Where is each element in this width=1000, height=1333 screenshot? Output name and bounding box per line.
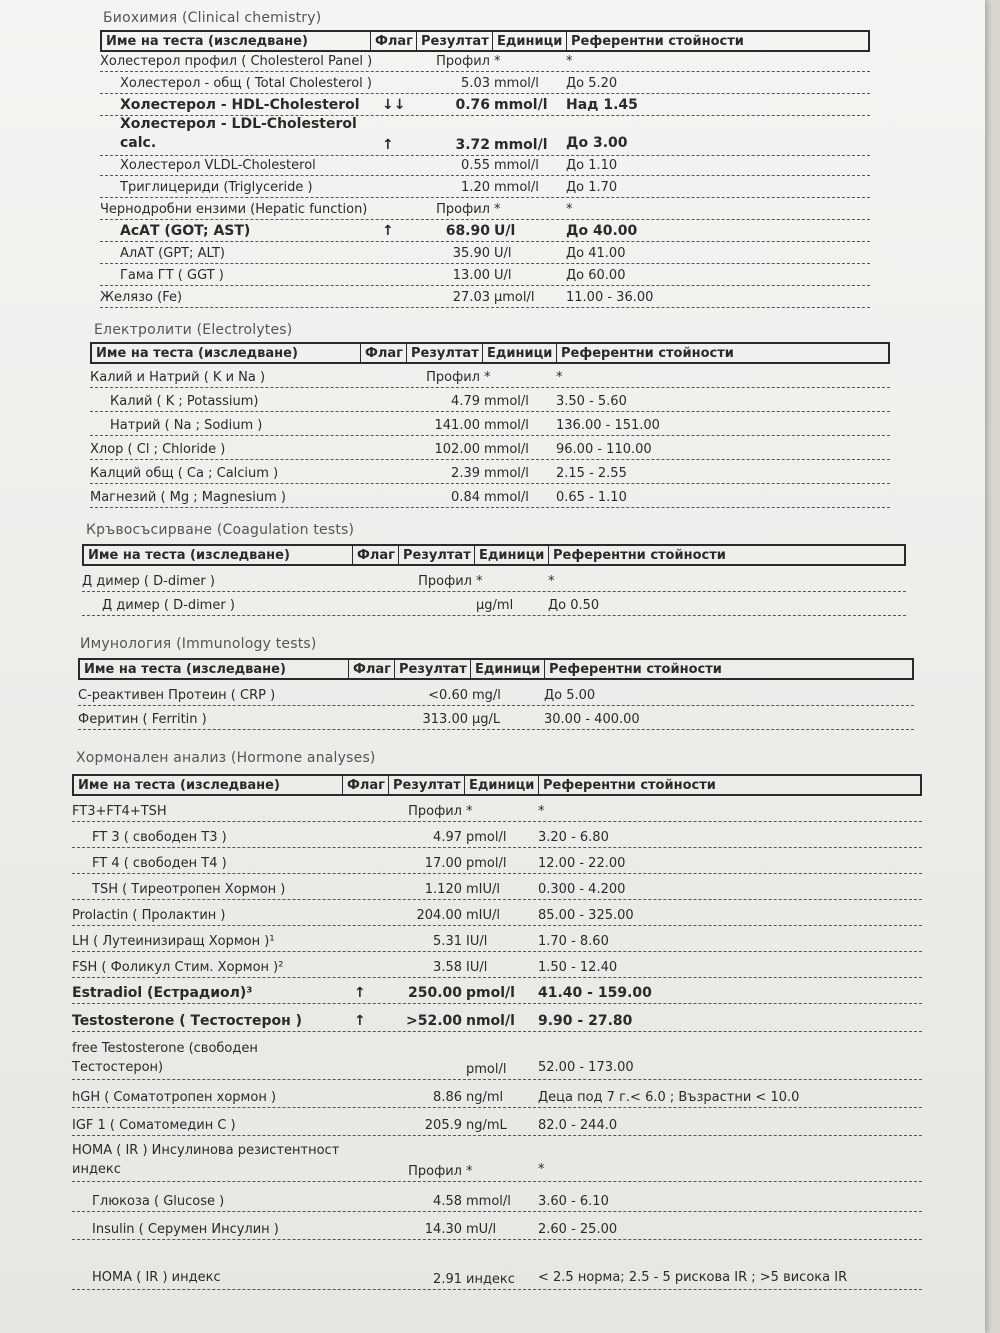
result-value: 4.97 (433, 830, 462, 845)
header-flag: Флаг (370, 32, 416, 50)
reference-range: 1.50 - 12.40 (538, 960, 618, 975)
reference-range: До 0.50 (548, 598, 600, 613)
result-units: mIU/l (466, 908, 501, 923)
header-reference: Референтни стойности (544, 660, 726, 678)
reference-range: 96.00 - 110.00 (556, 442, 652, 457)
table-row (100, 286, 870, 308)
table-row (72, 1114, 922, 1136)
table-row (82, 570, 906, 592)
result-units: mmol/l (494, 180, 539, 195)
reference-range: Над 1.45 (566, 97, 638, 113)
result-value: 3.72 (455, 137, 490, 153)
result-units: mmol/l (484, 418, 529, 433)
header-reference: Референтни стойности (556, 344, 738, 362)
table-row (72, 1040, 922, 1080)
reference-range: * (538, 804, 545, 819)
test-name: Желязо (Fe) (100, 290, 183, 305)
test-name: FT3+FT4+TSH (72, 804, 167, 819)
table-row (82, 594, 906, 616)
result-units: IU/l (466, 934, 488, 949)
test-name: Холестерол - общ ( Total Cholesterol ) (120, 76, 372, 91)
table-row (72, 826, 922, 848)
table-row (90, 438, 890, 460)
result-value: 8.86 (433, 1090, 462, 1105)
result-value: 313.00 (422, 712, 468, 727)
test-name: FSH ( Фоликул Стим. Хормон )² (72, 960, 284, 975)
reference-range: До 5.20 (566, 76, 618, 91)
table-header-biochemistry (100, 30, 870, 52)
result-value: Профил (436, 202, 490, 217)
table-row (100, 176, 870, 198)
result-value: 205.9 (424, 1118, 462, 1133)
reference-range: 2.60 - 25.00 (538, 1222, 618, 1237)
reference-range: 3.50 - 5.60 (556, 394, 627, 409)
result-value: 35.90 (452, 246, 490, 261)
result-value: 0.84 (451, 490, 480, 505)
header-units: Единици (464, 776, 538, 794)
result-value: 5.03 (461, 76, 490, 91)
result-units: pmol/l (466, 985, 515, 1001)
table-row (90, 390, 890, 412)
reference-range: * (566, 54, 573, 69)
test-name: Холестерол VLDL-Cholesterol (120, 158, 316, 173)
test-name: Калий ( K ; Potassium) (110, 394, 259, 409)
test-name: Estradiol (Естрадиол)³ (72, 985, 253, 1001)
result-value: 1.120 (424, 882, 462, 897)
table-row (72, 1190, 922, 1212)
reference-range: 2.15 - 2.55 (556, 466, 627, 481)
reference-range: 41.40 - 159.00 (538, 985, 652, 1001)
result-value: 14.30 (424, 1222, 462, 1237)
reference-range: Деца под 7 г.< 6.0 ; Възрастни < 10.0 (538, 1090, 800, 1105)
header-units: Единици (470, 660, 544, 678)
result-units: mmol/l (466, 1194, 511, 1209)
test-name: HOMA ( IR ) индекс (92, 1270, 221, 1285)
result-value: 2.91 (433, 1272, 462, 1287)
test-name: Глюкоза ( Glucose ) (92, 1194, 225, 1209)
result-units: mIU/l (466, 882, 501, 897)
table-row (72, 1142, 922, 1182)
result-units: µg/L (472, 712, 501, 727)
reference-range: 1.70 - 8.60 (538, 934, 609, 949)
test-name: TSH ( Тиреотропен Хормон ) (92, 882, 286, 897)
table-row (90, 366, 890, 388)
result-value: 5.31 (433, 934, 462, 949)
test-name: Чернодробни ензими (Hepatic function) (100, 202, 368, 217)
result-value: Профил (418, 574, 472, 589)
result-value: 2.39 (451, 466, 480, 481)
result-units: * (494, 202, 501, 217)
reference-range: До 41.00 (566, 246, 626, 261)
test-name: Холестерол - LDL-Cholesterol calc. (120, 116, 357, 151)
table-row (72, 1010, 922, 1032)
test-name: Холестерол - HDL-Cholesterol (120, 97, 360, 113)
test-name: Insulin ( Серумен Инсулин ) (92, 1222, 279, 1237)
table-row (90, 462, 890, 484)
header-name: Име на теста (изследване) (84, 661, 286, 677)
result-value: 1.20 (461, 180, 490, 195)
header-flag: Флаг (360, 344, 406, 362)
table-row (72, 1250, 922, 1290)
test-name: IGF 1 ( Соматомедин C ) (72, 1118, 236, 1133)
reference-range: < 2.5 норма; 2.5 - 5 рискова IR ; >5 висока IR (538, 1270, 848, 1285)
result-units: * (494, 54, 501, 69)
result-value: 13.00 (452, 268, 490, 283)
table-row (90, 414, 890, 436)
result-value: Профил (426, 370, 480, 385)
reference-range: 52.00 - 173.00 (538, 1060, 634, 1075)
table-row (78, 708, 914, 730)
result-units: * (476, 574, 483, 589)
test-name: HOMA ( IR ) Инсулинова резистентност индекс (72, 1143, 340, 1177)
table-row (100, 50, 870, 72)
table-row (72, 1086, 922, 1108)
table-row (72, 904, 922, 926)
table-row (72, 800, 922, 822)
reference-range: * (566, 202, 573, 217)
result-units: pmol/l (466, 1062, 507, 1077)
result-units: mg/l (472, 688, 501, 703)
table-row (72, 1218, 922, 1240)
test-name: Холестерол профил ( Cholesterol Panel ) (100, 54, 373, 69)
table-header-electrolytes (90, 342, 890, 364)
table-header-hormones (72, 774, 922, 796)
table-row (78, 684, 914, 706)
result-units: U/l (494, 223, 516, 239)
flag-indicator: ↑ (382, 223, 394, 239)
result-value: Профил (408, 1164, 462, 1179)
result-units: pmol/l (466, 856, 507, 871)
table-row (100, 154, 870, 176)
reference-range: 9.90 - 27.80 (538, 1013, 633, 1029)
reference-range: 30.00 - 400.00 (544, 712, 640, 727)
header-name: Име на теста (изследване) (96, 345, 298, 361)
test-name: Д димер ( D-dimer ) (102, 598, 235, 613)
result-units: * (484, 370, 491, 385)
reference-range: 136.00 - 151.00 (556, 418, 660, 433)
test-name: FT 3 ( свободен T3 ) (92, 830, 227, 845)
header-name: Име на теста (изследване) (88, 547, 290, 563)
section-title-coagulation: Кръвосъсирване (Coagulation tests) (86, 522, 355, 538)
header-units: Единици (492, 32, 566, 50)
header-result: Резултат (416, 32, 492, 50)
result-value: 68.90 (445, 223, 490, 239)
reference-range: 12.00 - 22.00 (538, 856, 626, 871)
reference-range: 3.60 - 6.10 (538, 1194, 609, 1209)
table-row (100, 198, 870, 220)
result-units: * (466, 1164, 473, 1179)
header-flag: Флаг (352, 546, 398, 564)
reference-range: 0.300 - 4.200 (538, 882, 626, 897)
result-value: 4.79 (451, 394, 480, 409)
table-row (72, 878, 922, 900)
result-units: * (466, 804, 473, 819)
result-units: индекс (466, 1272, 515, 1287)
reference-range: До 3.00 (566, 135, 628, 151)
reference-range: 82.0 - 244.0 (538, 1118, 618, 1133)
table-row (100, 242, 870, 264)
result-value: 4.58 (433, 1194, 462, 1209)
result-value: 3.58 (433, 960, 462, 975)
test-name: Д димер ( D-dimer ) (82, 574, 215, 589)
test-name: Prolactin ( Пролактин ) (72, 908, 226, 923)
result-units: µmol/l (494, 290, 535, 305)
result-units: µg/ml (476, 598, 514, 613)
table-row (100, 116, 870, 156)
result-value: 27.03 (452, 290, 490, 305)
table-row (100, 94, 870, 116)
test-name: Феритин ( Ferritin ) (78, 712, 207, 727)
test-name: free Testosterone (свободен Тестостерон) (72, 1041, 258, 1075)
table-row (72, 930, 922, 952)
header-units: Единици (474, 546, 548, 564)
result-value: 250.00 (407, 985, 462, 1001)
reference-range: 3.20 - 6.80 (538, 830, 609, 845)
result-units: mmol/l (494, 76, 539, 91)
header-name: Име на теста (изследване) (78, 777, 280, 793)
test-name: Калий и Натрий ( K и Na ) (90, 370, 266, 385)
header-flag: Флаг (348, 660, 394, 678)
section-title-electrolytes: Електролити (Electrolytes) (94, 322, 293, 338)
reference-range: До 40.00 (566, 223, 638, 239)
reference-range: До 60.00 (566, 268, 626, 283)
header-reference: Референтни стойности (538, 776, 720, 794)
result-units: IU/l (466, 960, 488, 975)
reference-range: 85.00 - 325.00 (538, 908, 634, 923)
reference-range: До 1.70 (566, 180, 618, 195)
result-units: ng/ml (466, 1090, 504, 1105)
reference-range: * (548, 574, 555, 589)
test-name: Магнезий ( Mg ; Magnesium ) (90, 490, 286, 505)
result-value: >52.00 (405, 1013, 462, 1029)
test-name: Гама ГТ ( GGT ) (120, 268, 224, 283)
result-units: ng/mL (466, 1118, 507, 1133)
result-units: mmol/l (494, 137, 548, 153)
table-row (72, 956, 922, 978)
header-result: Резултат (406, 344, 482, 362)
header-result: Резултат (394, 660, 470, 678)
table-header-immunology (78, 658, 914, 680)
table-row (90, 486, 890, 508)
table-header-coagulation (82, 544, 906, 566)
flag-indicator: ↑ (354, 985, 366, 1001)
table-row (100, 72, 870, 94)
test-name: Хлор ( Cl ; Chloride ) (90, 442, 226, 457)
result-value: Профил (408, 804, 462, 819)
test-name: Триглицериди (Triglyceride ) (120, 180, 313, 195)
result-value: <0.60 (428, 688, 468, 703)
result-units: U/l (494, 246, 512, 261)
test-name: АлАТ (GPT; ALT) (120, 246, 225, 261)
result-units: mmol/l (484, 394, 529, 409)
reference-range: * (556, 370, 563, 385)
result-value: 102.00 (434, 442, 480, 457)
reference-range: 11.00 - 36.00 (566, 290, 654, 305)
header-result: Резултат (388, 776, 464, 794)
section-title-hormones: Хормонален анализ (Hormone analyses) (76, 750, 376, 766)
section-title-immunology: Имунология (Immunology tests) (80, 636, 317, 652)
result-units: mU/l (466, 1222, 497, 1237)
test-name: Калций общ ( Ca ; Calcium ) (90, 466, 279, 481)
reference-range: * (538, 1162, 545, 1177)
test-name: Натрий ( Na ; Sodium ) (110, 418, 263, 433)
flag-indicator: ↑ (354, 1013, 366, 1029)
table-row (72, 852, 922, 874)
result-units: mmol/l (494, 97, 548, 113)
header-name: Име на теста (изследване) (106, 33, 308, 49)
flag-indicator: ↓↓ (382, 97, 406, 113)
test-name: С-реактивен Протеин ( CRP ) (78, 688, 276, 703)
result-units: mmol/l (494, 158, 539, 173)
result-units: mmol/l (484, 490, 529, 505)
header-result: Резултат (398, 546, 474, 564)
header-flag: Флаг (342, 776, 388, 794)
table-row (100, 220, 870, 242)
result-units: mmol/l (484, 442, 529, 457)
header-reference: Референтни стойности (548, 546, 730, 564)
header-units: Единици (482, 344, 556, 362)
result-units: nmol/l (466, 1013, 515, 1029)
result-value: Профил (436, 54, 490, 69)
reference-range: До 1.10 (566, 158, 618, 173)
test-name: hGH ( Соматотропен хормон ) (72, 1090, 277, 1105)
flag-indicator: ↑ (382, 137, 394, 153)
table-row (72, 982, 922, 1004)
test-name: LH ( Лутеинизиращ Хормон )¹ (72, 934, 275, 949)
reference-range: До 5.00 (544, 688, 596, 703)
test-name: Testosterone ( Тестостерон ) (72, 1013, 303, 1029)
result-value: 17.00 (424, 856, 462, 871)
result-value: 204.00 (416, 908, 462, 923)
result-units: mmol/l (484, 466, 529, 481)
test-name: FT 4 ( свободен T4 ) (92, 856, 227, 871)
result-value: 141.00 (434, 418, 480, 433)
section-title-biochemistry: Биохимия (Clinical chemistry) (103, 10, 322, 26)
result-units: U/l (494, 268, 512, 283)
header-reference: Референтни стойности (566, 32, 748, 50)
test-name: АсАТ (GOT; AST) (120, 223, 251, 239)
reference-range: 0.65 - 1.10 (556, 490, 627, 505)
table-row (100, 264, 870, 286)
result-units: pmol/l (466, 830, 507, 845)
result-value: 0.55 (461, 158, 490, 173)
result-value: 0.76 (455, 97, 490, 113)
